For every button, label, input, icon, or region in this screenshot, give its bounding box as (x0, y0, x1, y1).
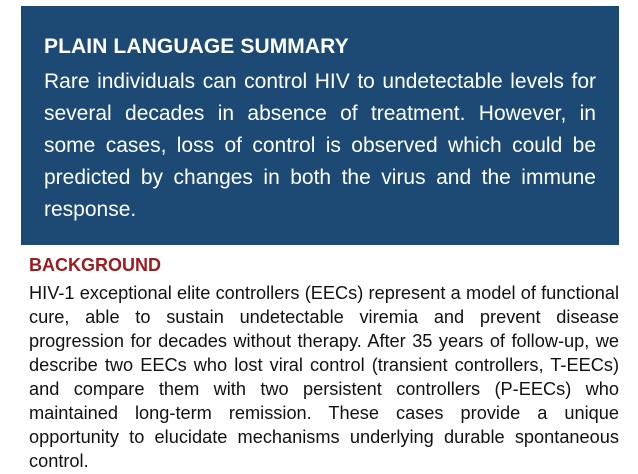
summary-title: PLAIN LANGUAGE SUMMARY (44, 35, 349, 58)
background-heading: BACKGROUND (29, 255, 161, 275)
plain-language-summary-box (21, 6, 619, 245)
background-section (29, 254, 619, 473)
background-text: HIV-1 exceptional elite controllers (EECs) represent a model of functional cure, able to sustain undetectable viremia and prevent disease progression for decades without therapy. After 35 years of follow-up, we describe two EECs who lost viral control (transient controllers, T-EECs) and compare them with two persistent controllers (P-EECs) who maintained long-term remission. These cases provide a unique opportunity to elucidate mechanisms underlying durable spontaneous control. (29, 283, 619, 471)
summary-text: Rare individuals can control HIV to undetectable levels for several decades in absence of treatment. However, in some cases, loss of control is observed which could be predicted by changes in both the virus and the immune response. (44, 70, 596, 221)
